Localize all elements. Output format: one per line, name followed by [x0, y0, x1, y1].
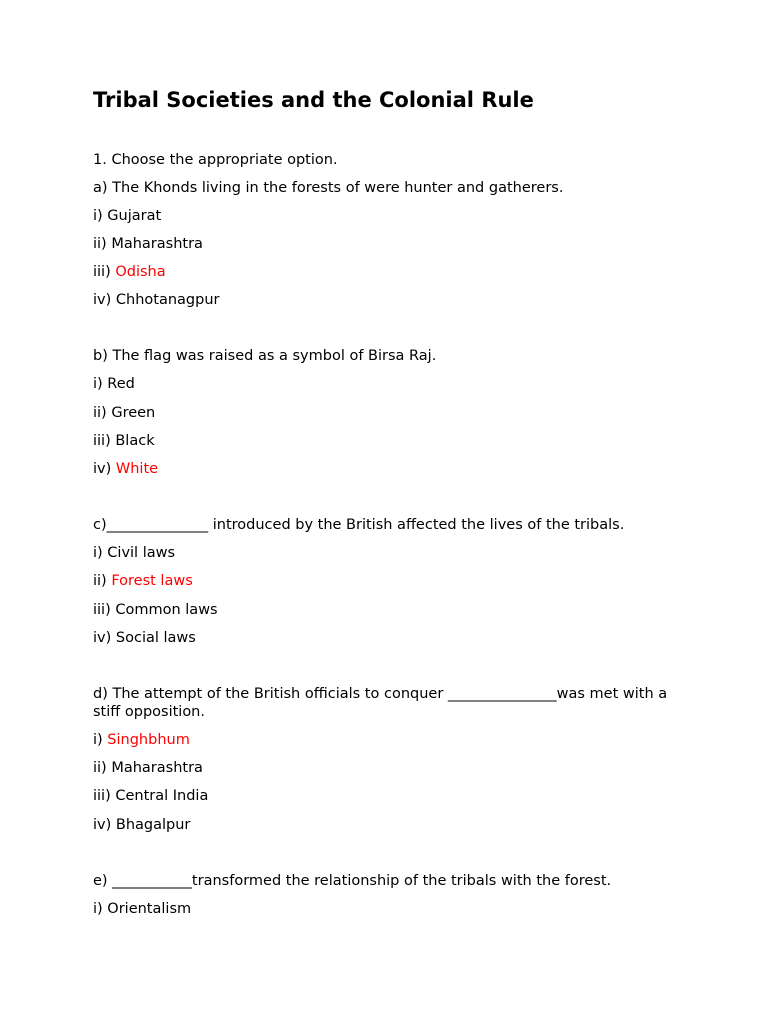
- option-text: Social laws: [115, 630, 196, 646]
- option-a-3: [93, 263, 166, 281]
- option-c-4: [93, 629, 196, 647]
- option-prefix: ii): [93, 405, 112, 421]
- question-d: d) The attempt of the British officials to conquer _______________was met with a stiff opposition.: [93, 686, 668, 720]
- option-prefix: i): [93, 901, 108, 917]
- option-d-3: [93, 787, 208, 805]
- option-b-2: [93, 404, 155, 422]
- option-prefix: iv): [93, 817, 116, 833]
- option-prefix: i): [93, 208, 108, 224]
- option-prefix: i): [93, 732, 108, 748]
- option-e-1: [93, 900, 191, 918]
- option-text: Green: [111, 405, 156, 421]
- option-text: Maharashtra: [111, 236, 203, 252]
- option-text: Gujarat: [107, 208, 162, 224]
- option-prefix: iii): [93, 264, 116, 280]
- option-b-4: [93, 460, 158, 478]
- option-prefix: ii): [93, 236, 112, 252]
- option-prefix: iii): [93, 433, 116, 449]
- option-a-2: [93, 235, 203, 253]
- option-text: Common laws: [115, 602, 218, 618]
- option-prefix: iv): [93, 461, 116, 477]
- option-d-1: [93, 731, 190, 749]
- question-a: a) The Khonds living in the forests of were hunter and gatherers.: [93, 180, 564, 196]
- option-c-1: [93, 544, 175, 562]
- document-title: Tribal Societies and the Colonial Rule: [93, 88, 534, 112]
- option-b-3: [93, 432, 155, 450]
- option-prefix: ii): [93, 760, 112, 776]
- option-b-1: [93, 375, 135, 393]
- option-text: Bhagalpur: [115, 817, 191, 833]
- question-b: b) The flag was raised as a symbol of Birsa Raj.: [93, 348, 437, 364]
- option-text: Civil laws: [107, 545, 176, 561]
- option-text: Central India: [115, 788, 209, 804]
- option-a-1: [93, 207, 161, 225]
- option-text: Chhotanagpur: [115, 292, 220, 308]
- option-prefix: iii): [93, 602, 116, 618]
- option-c-2: [93, 572, 193, 590]
- question-c: c)______________ introduced by the British affected the lives of the tribals.: [93, 517, 625, 533]
- correct-answer-text: Odisha: [115, 264, 166, 280]
- option-d-2: [93, 759, 203, 777]
- option-prefix: i): [93, 376, 108, 392]
- option-text: Red: [107, 376, 135, 392]
- option-prefix: iv): [93, 630, 116, 646]
- option-a-4: [93, 291, 219, 309]
- option-text: Orientalism: [107, 901, 192, 917]
- option-text: Maharashtra: [111, 760, 203, 776]
- option-text: Black: [115, 433, 155, 449]
- option-prefix: i): [93, 545, 108, 561]
- option-c-3: [93, 601, 218, 619]
- instruction-text: 1. Choose the appropriate option.: [93, 152, 338, 168]
- option-prefix: iv): [93, 292, 116, 308]
- option-d-4: [93, 816, 190, 834]
- option-prefix: iii): [93, 788, 116, 804]
- correct-answer-text: Singhbhum: [107, 732, 190, 748]
- correct-answer-text: White: [115, 461, 159, 477]
- option-prefix: ii): [93, 573, 112, 589]
- question-e: e) ___________transformed the relationship of the tribals with the forest.: [93, 873, 612, 889]
- correct-answer-text: Forest laws: [111, 573, 193, 589]
